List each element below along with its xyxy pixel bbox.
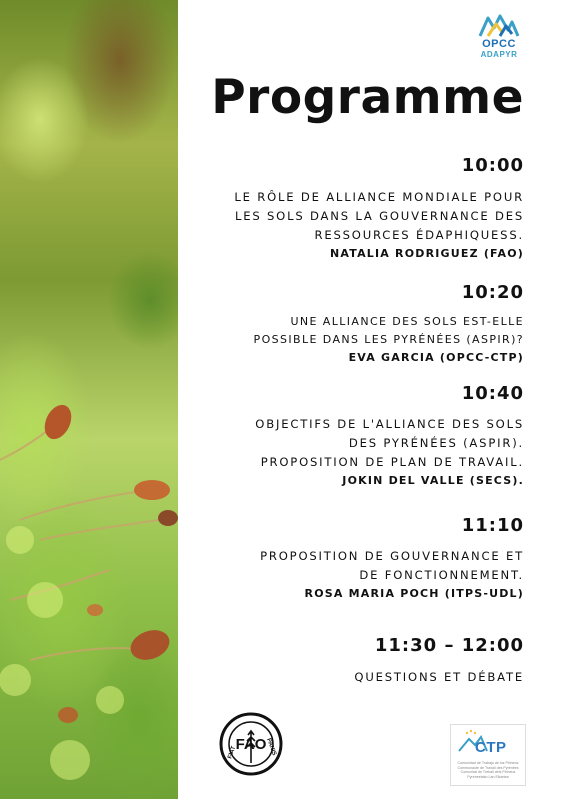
page-title: Programme — [211, 70, 524, 125]
mountains-icon — [478, 12, 520, 38]
opcc-adapyr-logo — [470, 12, 528, 68]
session-speaker: JOKIN DEL VALLE (SECS). — [342, 474, 524, 487]
session-speaker: NATALIA RODRIGUEZ (FAO) — [329, 247, 524, 260]
fao-logo — [218, 711, 284, 777]
moss-illustration — [0, 0, 178, 799]
ctp-logo — [450, 724, 526, 786]
session-topic: QUESTIONS ET DÉBATE — [354, 670, 524, 684]
session-time: 11:30 – 12:00 — [374, 635, 524, 656]
fao-letters: FAO — [235, 736, 267, 753]
session-time: 10:00 — [461, 155, 524, 176]
fao-motto-right: PANIS — [265, 737, 277, 757]
session-speaker: ROSA MARIA POCH (ITPS-UDL) — [304, 587, 524, 600]
session-topic: OBJECTIFS DE L'ALLIANCE DES SOLS DES PYRÉNÉES (ASPIR). PROPOSITION DE PLAN DE TRAVAIL. — [255, 417, 524, 469]
session-item — [194, 383, 524, 490]
fao-emblem-icon — [218, 711, 284, 777]
session-item — [194, 515, 524, 603]
session-topic: PROPOSITION DE GOUVERNANCE ET DE FONCTIONNEMENT. — [260, 549, 524, 582]
session-topic: LE RÔLE DE ALLIANCE MONDIALE POUR LES SOLS DANS LA GOUVERNANCE DES RESSOURCES ÉDAPHIQUESS. — [234, 190, 524, 242]
session-item — [194, 282, 524, 367]
ctp-label: CTP — [475, 739, 507, 756]
session-topic: UNE ALLIANCE DES SOLS EST-ELLE POSSIBLE DANS LES PYRÉNÉES (ASPIR)? — [253, 315, 524, 346]
session-item — [194, 635, 524, 687]
session-time: 10:40 — [461, 383, 524, 404]
moss-photo — [0, 0, 178, 799]
session-time: 11:10 — [461, 515, 524, 536]
session-time: 10:20 — [461, 282, 524, 303]
session-item — [194, 155, 524, 263]
opcc-logo-sub: ADAPYR — [480, 50, 518, 59]
opcc-logo-name: OPCC — [482, 38, 516, 50]
ctp-fineprint: Comunidad de Trabajo de los Pirineos Communauté de Travail des Pyrénées Comunitat de Treball dels Pirineus Pyreneetako Lan Elkartea — [457, 761, 519, 779]
fao-motto-left: FIAT — [227, 745, 238, 760]
session-speaker: EVA GARCIA (OPCC-CTP) — [348, 351, 524, 364]
